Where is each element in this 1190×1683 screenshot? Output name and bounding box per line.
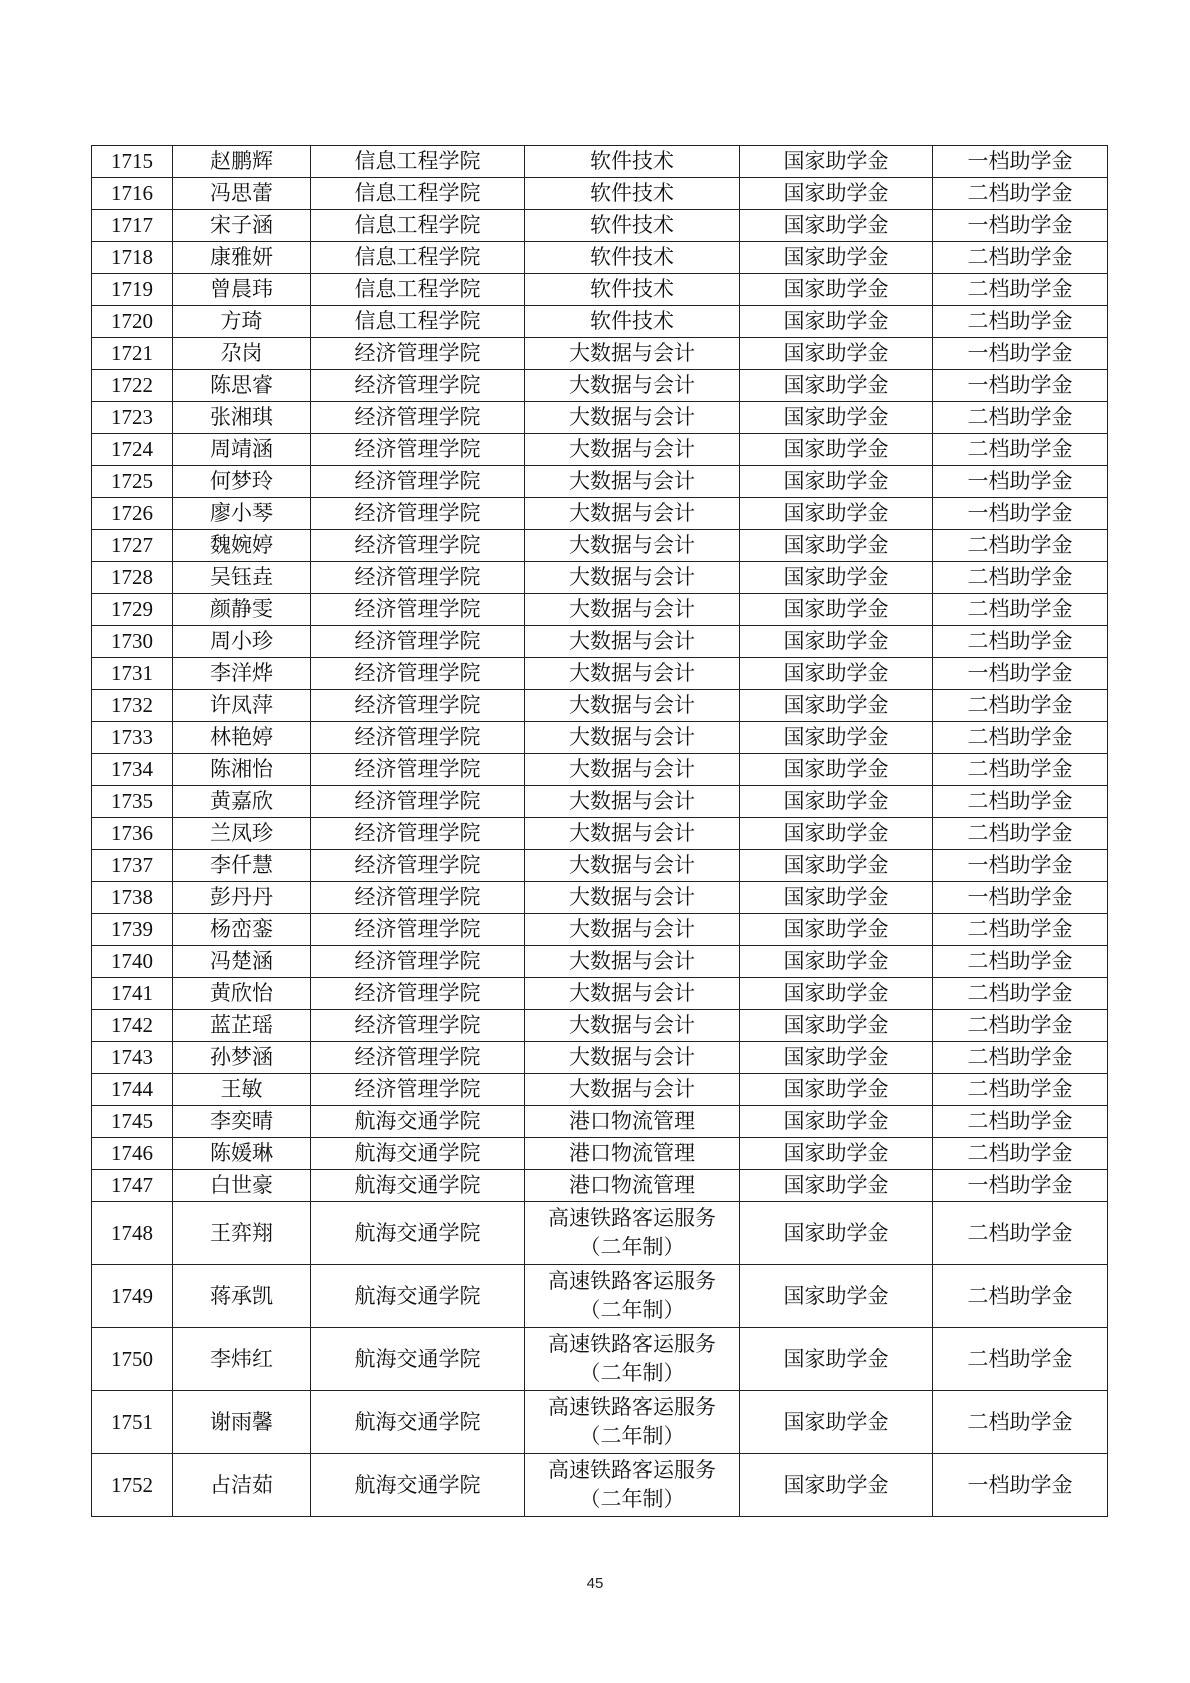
table-row: [92, 594, 1108, 626]
cell-college: 经济管理学院: [311, 658, 525, 690]
cell-aid-grade: 二档助学金: [933, 818, 1108, 850]
cell-aid-type: 国家助学金: [740, 658, 933, 690]
major-line-2: （二年制）: [579, 1487, 685, 1511]
cell-number: 1726: [92, 498, 173, 530]
cell-number: 1745: [92, 1106, 173, 1138]
table-row: [92, 946, 1108, 978]
table-row: [92, 850, 1108, 882]
cell-major: 港口物流管理: [525, 1138, 740, 1170]
table-row: [92, 434, 1108, 466]
cell-number: 1716: [92, 178, 173, 210]
table-row: [92, 242, 1108, 274]
cell-college: 信息工程学院: [311, 178, 525, 210]
cell-name: 魏婉婷: [173, 530, 311, 562]
cell-major: 大数据与会计: [525, 882, 740, 914]
cell-major: 大数据与会计: [525, 530, 740, 562]
cell-aid-grade: 二档助学金: [933, 690, 1108, 722]
cell-aid-grade: 二档助学金: [933, 1074, 1108, 1106]
cell-major: 大数据与会计: [525, 434, 740, 466]
cell-name: 兰凤珍: [173, 818, 311, 850]
cell-aid-type: 国家助学金: [740, 338, 933, 370]
cell-aid-type: 国家助学金: [740, 306, 933, 338]
cell-aid-grade: 二档助学金: [933, 1202, 1108, 1265]
cell-major: [525, 1391, 740, 1454]
cell-aid-type: 国家助学金: [740, 1202, 933, 1265]
cell-aid-type: 国家助学金: [740, 882, 933, 914]
cell-aid-grade: 一档助学金: [933, 498, 1108, 530]
cell-aid-type: 国家助学金: [740, 1170, 933, 1202]
cell-college: 航海交通学院: [311, 1170, 525, 1202]
table-row: [92, 722, 1108, 754]
cell-aid-grade: 二档助学金: [933, 402, 1108, 434]
cell-number: 1731: [92, 658, 173, 690]
cell-aid-type: 国家助学金: [740, 1042, 933, 1074]
cell-name: 何梦玲: [173, 466, 311, 498]
cell-major: 大数据与会计: [525, 338, 740, 370]
table-row: [92, 466, 1108, 498]
cell-aid-type: 国家助学金: [740, 434, 933, 466]
cell-college: 航海交通学院: [311, 1391, 525, 1454]
cell-major: 大数据与会计: [525, 1010, 740, 1042]
scholarship-table: [91, 145, 1108, 1517]
cell-number: 1750: [92, 1328, 173, 1391]
cell-name: 李仟慧: [173, 850, 311, 882]
cell-aid-grade: 一档助学金: [933, 210, 1108, 242]
cell-name: 宋子涵: [173, 210, 311, 242]
cell-college: 经济管理学院: [311, 786, 525, 818]
cell-name: 彭丹丹: [173, 882, 311, 914]
cell-major: 港口物流管理: [525, 1106, 740, 1138]
cell-major: 大数据与会计: [525, 402, 740, 434]
cell-college: 航海交通学院: [311, 1202, 525, 1265]
cell-college: 信息工程学院: [311, 146, 525, 178]
cell-number: 1749: [92, 1265, 173, 1328]
cell-college: 信息工程学院: [311, 242, 525, 274]
cell-aid-type: 国家助学金: [740, 946, 933, 978]
cell-major: 大数据与会计: [525, 562, 740, 594]
table-row: [92, 178, 1108, 210]
cell-major: [525, 1454, 740, 1517]
cell-major: 大数据与会计: [525, 786, 740, 818]
cell-aid-grade: 二档助学金: [933, 594, 1108, 626]
cell-college: 信息工程学院: [311, 274, 525, 306]
cell-college: 经济管理学院: [311, 946, 525, 978]
cell-major: 软件技术: [525, 210, 740, 242]
cell-aid-type: 国家助学金: [740, 1454, 933, 1517]
cell-name: 周靖涵: [173, 434, 311, 466]
cell-name: 白世豪: [173, 1170, 311, 1202]
cell-college: 航海交通学院: [311, 1265, 525, 1328]
cell-college: 经济管理学院: [311, 690, 525, 722]
cell-number: 1751: [92, 1391, 173, 1454]
cell-number: 1736: [92, 818, 173, 850]
cell-name: 王弈翔: [173, 1202, 311, 1265]
cell-college: 经济管理学院: [311, 1074, 525, 1106]
cell-number: 1747: [92, 1170, 173, 1202]
cell-name: 李炜红: [173, 1328, 311, 1391]
cell-name: 廖小琴: [173, 498, 311, 530]
major-line-1: 高速铁路客运服务: [548, 1332, 716, 1356]
cell-aid-type: 国家助学金: [740, 562, 933, 594]
cell-aid-grade: 二档助学金: [933, 1265, 1108, 1328]
cell-name: 陈湘怡: [173, 754, 311, 786]
cell-major: 大数据与会计: [525, 690, 740, 722]
cell-major: 港口物流管理: [525, 1170, 740, 1202]
cell-aid-grade: 二档助学金: [933, 946, 1108, 978]
cell-aid-type: 国家助学金: [740, 1265, 933, 1328]
cell-aid-grade: 二档助学金: [933, 178, 1108, 210]
cell-aid-grade: 二档助学金: [933, 242, 1108, 274]
major-line-1: 高速铁路客运服务: [548, 1458, 716, 1482]
cell-aid-type: 国家助学金: [740, 530, 933, 562]
cell-number: 1729: [92, 594, 173, 626]
cell-number: 1724: [92, 434, 173, 466]
cell-aid-grade: 一档助学金: [933, 338, 1108, 370]
cell-aid-type: 国家助学金: [740, 242, 933, 274]
cell-aid-type: 国家助学金: [740, 850, 933, 882]
cell-number: 1733: [92, 722, 173, 754]
major-line-2: （二年制）: [579, 1235, 685, 1259]
cell-number: 1727: [92, 530, 173, 562]
cell-college: 经济管理学院: [311, 402, 525, 434]
cell-name: 黄嘉欣: [173, 786, 311, 818]
cell-aid-grade: 二档助学金: [933, 1138, 1108, 1170]
cell-college: 航海交通学院: [311, 1454, 525, 1517]
table-row: [92, 1074, 1108, 1106]
cell-number: 1719: [92, 274, 173, 306]
cell-aid-type: 国家助学金: [740, 178, 933, 210]
cell-aid-type: 国家助学金: [740, 1010, 933, 1042]
cell-major: 软件技术: [525, 146, 740, 178]
cell-number: 1737: [92, 850, 173, 882]
cell-college: 经济管理学院: [311, 466, 525, 498]
cell-aid-grade: 一档助学金: [933, 370, 1108, 402]
table-body: [92, 146, 1108, 1517]
table-row: [92, 1265, 1108, 1328]
cell-college: 经济管理学院: [311, 530, 525, 562]
table-row: [92, 978, 1108, 1010]
cell-number: 1723: [92, 402, 173, 434]
table-row: [92, 146, 1108, 178]
major-line-1: 高速铁路客运服务: [548, 1206, 716, 1230]
cell-major: [525, 1202, 740, 1265]
cell-name: 许凤萍: [173, 690, 311, 722]
cell-name: 冯思蕾: [173, 178, 311, 210]
table-row: [92, 274, 1108, 306]
table-row: [92, 1170, 1108, 1202]
table-row: [92, 1042, 1108, 1074]
major-line-1: 高速铁路客运服务: [548, 1269, 716, 1293]
cell-number: 1725: [92, 466, 173, 498]
cell-college: 航海交通学院: [311, 1328, 525, 1391]
cell-major: 软件技术: [525, 178, 740, 210]
cell-number: 1718: [92, 242, 173, 274]
cell-major: 大数据与会计: [525, 850, 740, 882]
cell-number: 1744: [92, 1074, 173, 1106]
cell-name: 尕岗: [173, 338, 311, 370]
cell-aid-grade: 二档助学金: [933, 722, 1108, 754]
cell-aid-grade: 二档助学金: [933, 562, 1108, 594]
table-row: [92, 1328, 1108, 1391]
cell-name: 黄欣怡: [173, 978, 311, 1010]
cell-major: 大数据与会计: [525, 594, 740, 626]
page-number: 45: [586, 1575, 604, 1592]
cell-college: 经济管理学院: [311, 754, 525, 786]
table-row: [92, 1138, 1108, 1170]
cell-college: 经济管理学院: [311, 818, 525, 850]
cell-college: 经济管理学院: [311, 882, 525, 914]
cell-name: 李奕晴: [173, 1106, 311, 1138]
cell-college: 经济管理学院: [311, 498, 525, 530]
cell-name: 方琦: [173, 306, 311, 338]
cell-aid-grade: 二档助学金: [933, 1106, 1108, 1138]
cell-aid-type: 国家助学金: [740, 754, 933, 786]
cell-aid-grade: 二档助学金: [933, 1391, 1108, 1454]
cell-aid-type: 国家助学金: [740, 466, 933, 498]
cell-aid-grade: 一档助学金: [933, 882, 1108, 914]
cell-aid-type: 国家助学金: [740, 690, 933, 722]
cell-college: 经济管理学院: [311, 850, 525, 882]
cell-aid-type: 国家助学金: [740, 626, 933, 658]
table-row: [92, 306, 1108, 338]
cell-college: 信息工程学院: [311, 306, 525, 338]
cell-major: 软件技术: [525, 242, 740, 274]
cell-aid-grade: 二档助学金: [933, 914, 1108, 946]
cell-number: 1734: [92, 754, 173, 786]
table-row: [92, 914, 1108, 946]
cell-number: 1742: [92, 1010, 173, 1042]
table-row: [92, 1202, 1108, 1265]
cell-major: 大数据与会计: [525, 626, 740, 658]
cell-name: 冯楚涵: [173, 946, 311, 978]
cell-college: 信息工程学院: [311, 210, 525, 242]
cell-college: 经济管理学院: [311, 626, 525, 658]
cell-major: 大数据与会计: [525, 754, 740, 786]
cell-name: 张湘琪: [173, 402, 311, 434]
cell-number: 1732: [92, 690, 173, 722]
cell-number: 1740: [92, 946, 173, 978]
cell-name: 李洋烨: [173, 658, 311, 690]
cell-aid-type: 国家助学金: [740, 978, 933, 1010]
table-row: [92, 658, 1108, 690]
cell-college: 经济管理学院: [311, 594, 525, 626]
cell-major: 大数据与会计: [525, 946, 740, 978]
cell-aid-grade: 二档助学金: [933, 786, 1108, 818]
cell-major: 软件技术: [525, 274, 740, 306]
cell-college: 航海交通学院: [311, 1106, 525, 1138]
cell-number: 1730: [92, 626, 173, 658]
major-line-2: （二年制）: [579, 1424, 685, 1448]
cell-number: 1752: [92, 1454, 173, 1517]
cell-name: 占洁茹: [173, 1454, 311, 1517]
major-line-2: （二年制）: [579, 1361, 685, 1385]
cell-aid-grade: 二档助学金: [933, 274, 1108, 306]
cell-name: 蒋承凯: [173, 1265, 311, 1328]
cell-major: 大数据与会计: [525, 658, 740, 690]
cell-aid-type: 国家助学金: [740, 914, 933, 946]
cell-major: 大数据与会计: [525, 466, 740, 498]
cell-aid-grade: 二档助学金: [933, 434, 1108, 466]
cell-aid-grade: 二档助学金: [933, 626, 1108, 658]
cell-college: 经济管理学院: [311, 914, 525, 946]
cell-aid-grade: 一档助学金: [933, 850, 1108, 882]
cell-number: 1722: [92, 370, 173, 402]
cell-aid-grade: 二档助学金: [933, 1010, 1108, 1042]
table-row: [92, 370, 1108, 402]
cell-college: 经济管理学院: [311, 978, 525, 1010]
cell-aid-type: 国家助学金: [740, 498, 933, 530]
cell-college: 经济管理学院: [311, 1042, 525, 1074]
table-row: [92, 402, 1108, 434]
cell-college: 经济管理学院: [311, 370, 525, 402]
table-row: [92, 818, 1108, 850]
table-row: [92, 786, 1108, 818]
cell-aid-grade: 一档助学金: [933, 466, 1108, 498]
cell-aid-type: 国家助学金: [740, 786, 933, 818]
cell-name: 杨峦銮: [173, 914, 311, 946]
table-row: [92, 1391, 1108, 1454]
cell-number: 1728: [92, 562, 173, 594]
major-line-1: 高速铁路客运服务: [548, 1395, 716, 1419]
table-row: [92, 498, 1108, 530]
cell-aid-grade: 一档助学金: [933, 1170, 1108, 1202]
cell-aid-type: 国家助学金: [740, 1138, 933, 1170]
table-row: [92, 754, 1108, 786]
cell-name: 曾晨玮: [173, 274, 311, 306]
cell-aid-type: 国家助学金: [740, 594, 933, 626]
cell-name: 陈思睿: [173, 370, 311, 402]
cell-major: 软件技术: [525, 306, 740, 338]
cell-aid-grade: 二档助学金: [933, 754, 1108, 786]
table-row: [92, 882, 1108, 914]
cell-college: 经济管理学院: [311, 562, 525, 594]
cell-college: 经济管理学院: [311, 434, 525, 466]
cell-aid-type: 国家助学金: [740, 722, 933, 754]
table-row: [92, 530, 1108, 562]
cell-name: 颜静雯: [173, 594, 311, 626]
cell-major: 大数据与会计: [525, 370, 740, 402]
cell-major: 大数据与会计: [525, 722, 740, 754]
table-row: [92, 1010, 1108, 1042]
cell-number: 1735: [92, 786, 173, 818]
cell-aid-type: 国家助学金: [740, 274, 933, 306]
cell-major: 大数据与会计: [525, 914, 740, 946]
cell-aid-type: 国家助学金: [740, 146, 933, 178]
cell-aid-grade: 一档助学金: [933, 146, 1108, 178]
cell-name: 王敏: [173, 1074, 311, 1106]
cell-aid-grade: 二档助学金: [933, 978, 1108, 1010]
cell-name: 周小珍: [173, 626, 311, 658]
major-line-2: （二年制）: [579, 1298, 685, 1322]
table-row: [92, 562, 1108, 594]
cell-name: 林艳婷: [173, 722, 311, 754]
cell-aid-type: 国家助学金: [740, 370, 933, 402]
cell-number: 1743: [92, 1042, 173, 1074]
cell-aid-grade: 二档助学金: [933, 1328, 1108, 1391]
cell-major: 大数据与会计: [525, 498, 740, 530]
cell-major: 大数据与会计: [525, 1074, 740, 1106]
cell-major: [525, 1328, 740, 1391]
cell-aid-grade: 一档助学金: [933, 658, 1108, 690]
cell-aid-type: 国家助学金: [740, 1391, 933, 1454]
table-row: [92, 690, 1108, 722]
table-row: [92, 626, 1108, 658]
cell-name: 康雅妍: [173, 242, 311, 274]
cell-name: 陈媛琳: [173, 1138, 311, 1170]
cell-major: 大数据与会计: [525, 1042, 740, 1074]
cell-major: 大数据与会计: [525, 978, 740, 1010]
cell-name: 吴钰垚: [173, 562, 311, 594]
cell-aid-grade: 二档助学金: [933, 306, 1108, 338]
cell-name: 蓝芷瑶: [173, 1010, 311, 1042]
cell-college: 经济管理学院: [311, 722, 525, 754]
cell-aid-type: 国家助学金: [740, 818, 933, 850]
cell-aid-grade: 二档助学金: [933, 1042, 1108, 1074]
table-row: [92, 210, 1108, 242]
cell-number: 1720: [92, 306, 173, 338]
cell-number: 1739: [92, 914, 173, 946]
cell-number: 1741: [92, 978, 173, 1010]
table-row: [92, 338, 1108, 370]
cell-aid-type: 国家助学金: [740, 210, 933, 242]
cell-aid-grade: 一档助学金: [933, 1454, 1108, 1517]
cell-aid-type: 国家助学金: [740, 402, 933, 434]
cell-aid-type: 国家助学金: [740, 1074, 933, 1106]
cell-aid-type: 国家助学金: [740, 1106, 933, 1138]
cell-number: 1715: [92, 146, 173, 178]
cell-number: 1748: [92, 1202, 173, 1265]
cell-college: 经济管理学院: [311, 1010, 525, 1042]
cell-name: 赵鹏辉: [173, 146, 311, 178]
cell-college: 经济管理学院: [311, 338, 525, 370]
cell-name: 孙梦涵: [173, 1042, 311, 1074]
cell-aid-grade: 二档助学金: [933, 530, 1108, 562]
cell-major: 大数据与会计: [525, 818, 740, 850]
cell-number: 1746: [92, 1138, 173, 1170]
cell-number: 1738: [92, 882, 173, 914]
cell-name: 谢雨馨: [173, 1391, 311, 1454]
table-row: [92, 1106, 1108, 1138]
cell-college: 航海交通学院: [311, 1138, 525, 1170]
cell-number: 1721: [92, 338, 173, 370]
cell-major: [525, 1265, 740, 1328]
cell-aid-type: 国家助学金: [740, 1328, 933, 1391]
cell-number: 1717: [92, 210, 173, 242]
table-row: [92, 1454, 1108, 1517]
